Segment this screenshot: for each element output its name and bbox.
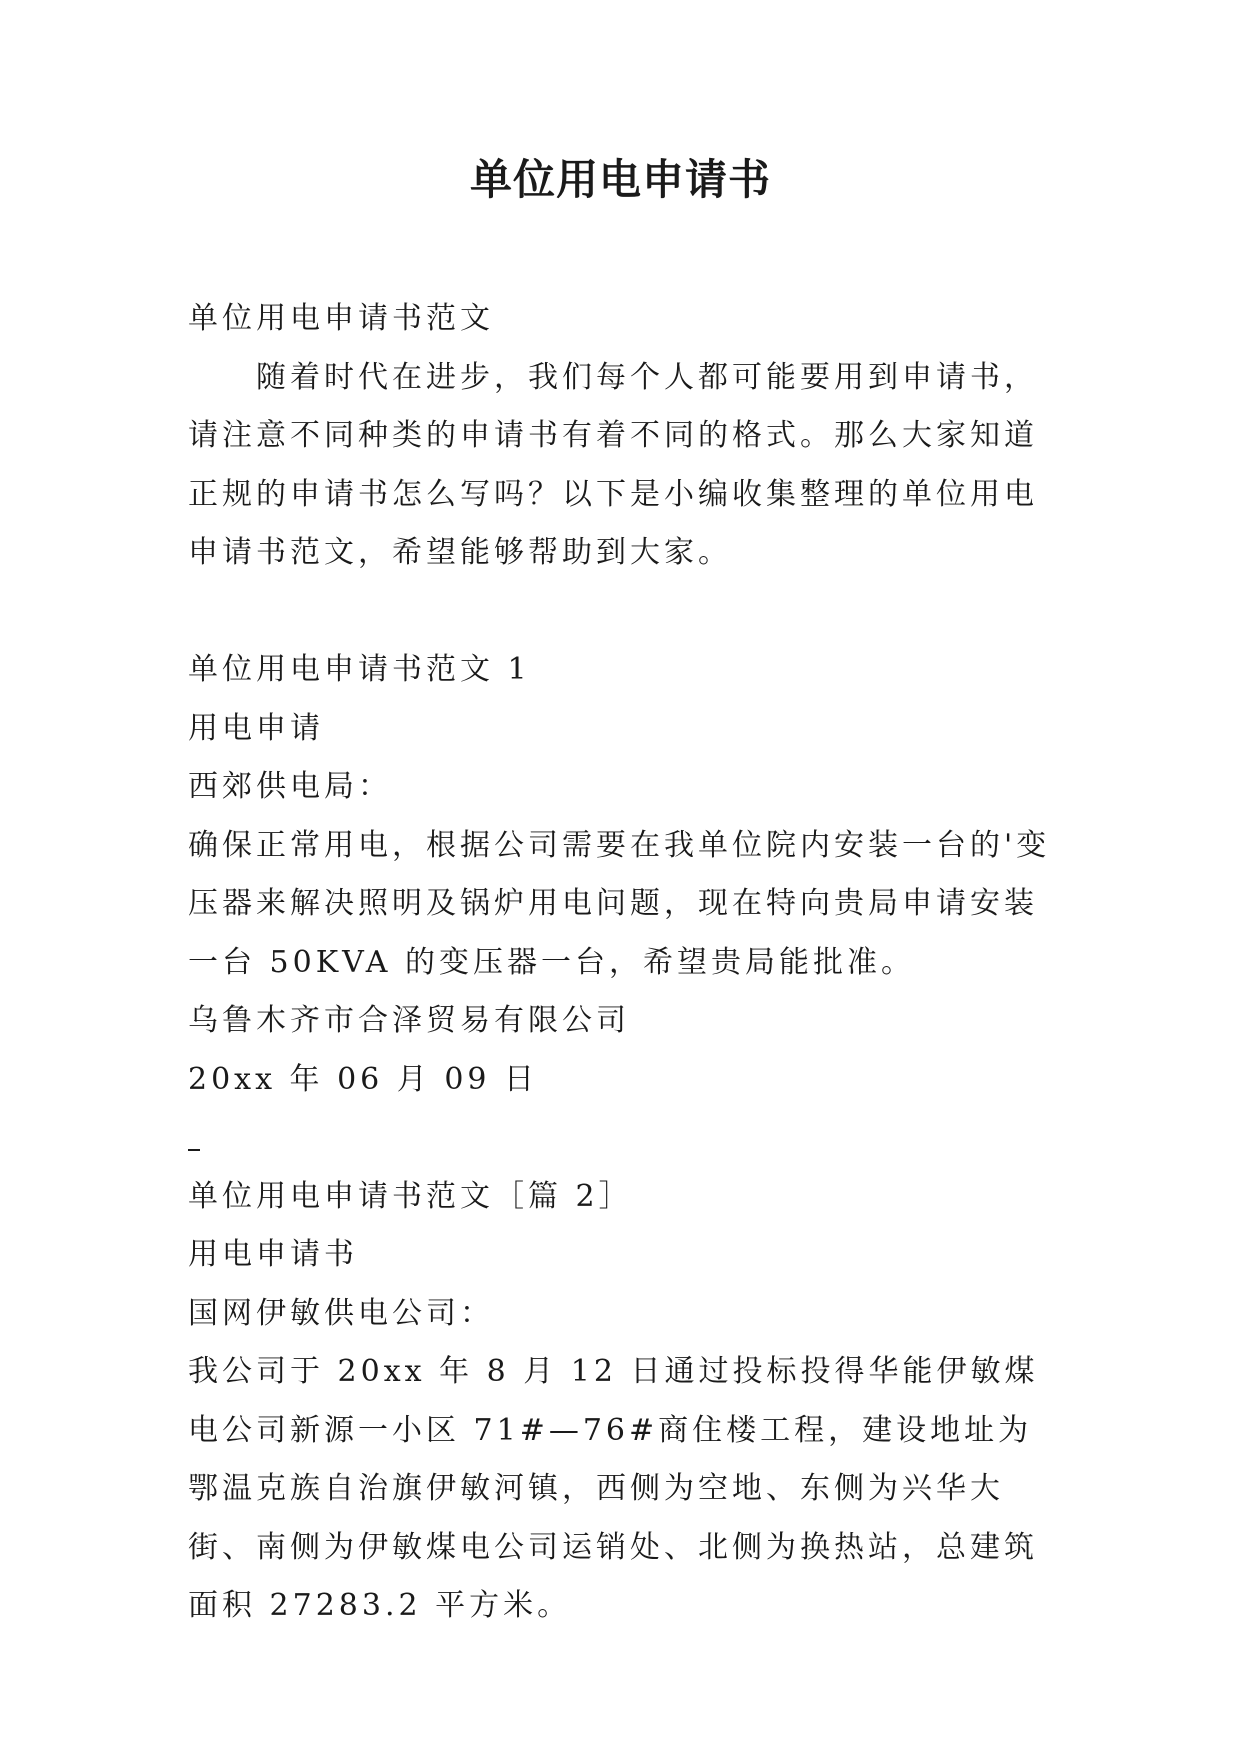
sample-1-date: 20xx 年 06 月 09 日 bbox=[188, 1061, 539, 1097]
dash-mark bbox=[188, 1149, 200, 1151]
sample-1-company: 乌鲁木齐市合泽贸易有限公司 bbox=[188, 1003, 630, 1038]
sample-2-body: 我公司于 20xx 年 8 月 12 日通过投标投得华能伊敏煤电公司新源一小区 71#—76#商住楼工程，建设地址为鄂温克族自治旗伊敏河镇，西侧为空地、东侧为兴华大街、南侧为伊敏煤电公司运销处、北侧为换热站，总建筑面积 27283.2 平方米。 bbox=[188, 1354, 1039, 1623]
sample-1-recipient: 西郊供电局： bbox=[188, 769, 392, 804]
sample-2-heading: 单位用电申请书范文［篇 2］ bbox=[188, 1178, 633, 1214]
blank-line bbox=[188, 583, 1058, 642]
sample-1-heading: 单位用电申请书范文 1 bbox=[188, 652, 531, 687]
sample-2-recipient: 国网伊敏供电公司： bbox=[188, 1295, 494, 1331]
separator-dash bbox=[188, 1109, 1058, 1168]
document-title: 单位用电申请书 bbox=[469, 155, 771, 204]
sample-2-doc-title: 用电申请书 bbox=[188, 1237, 358, 1272]
document-body bbox=[188, 290, 1058, 1636]
sample-1-doc-title: 用电申请 bbox=[188, 710, 324, 746]
intro-paragraph: 随着时代在进步，我们每个人都可能要用到申请书，请注意不同种类的申请书有着不同的格式。那么大家知道正规的申请书怎么写吗？以下是小编收集整理的单位用电申请书范文，希望能够帮助到大家。 bbox=[188, 359, 1038, 570]
sample-1-body: 确保正常用电，根据公司需要在我单位院内安装一台的'变压器来解决照明及锅炉用电问题，现在特向贵局申请安装一台 50KVA 的变压器一台，希望贵局能批准。 bbox=[188, 827, 1051, 980]
subtitle: 单位用电申请书范文 bbox=[188, 301, 494, 336]
